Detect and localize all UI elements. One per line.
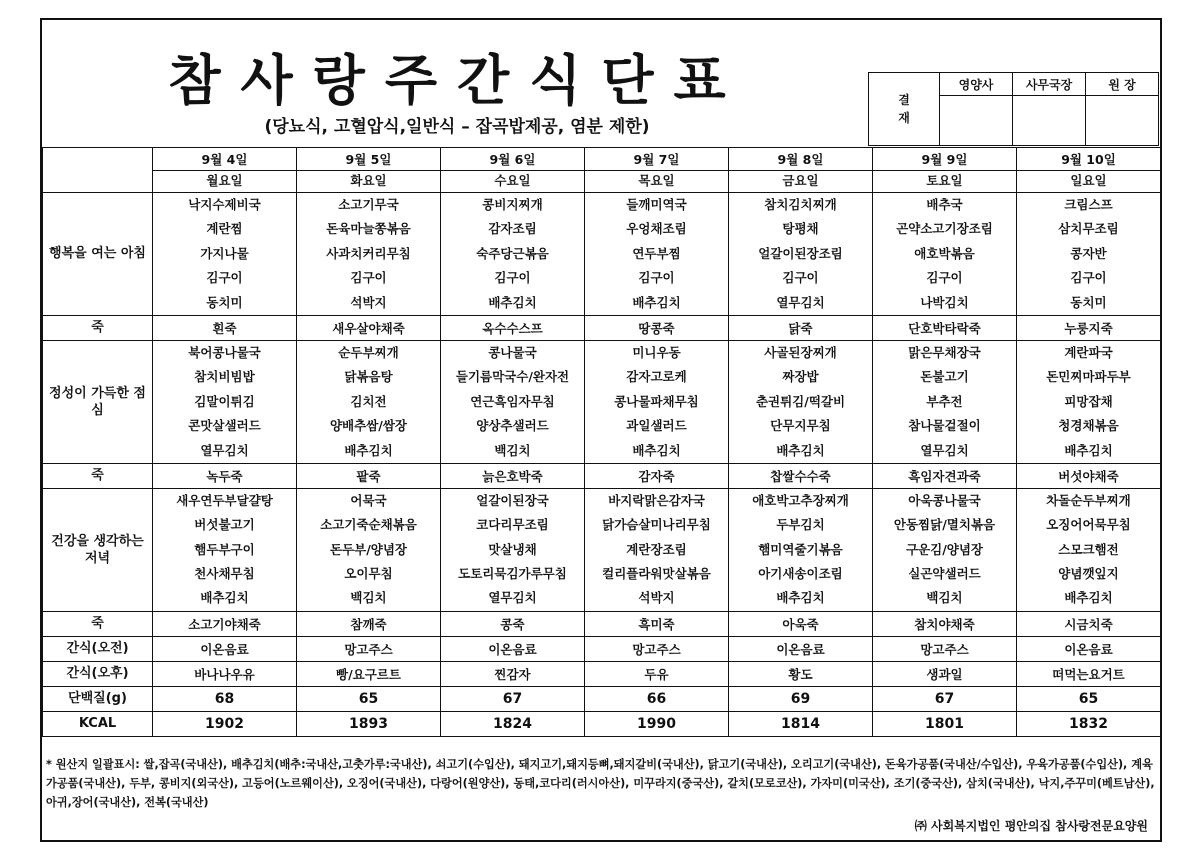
row-label: 건강을 생각하는 저녁 [43,488,153,611]
menu-cell: 이온음료 [1017,636,1161,661]
dish-item: 들기름막국수/완자전 [455,369,570,385]
meal-cell [1017,193,1161,316]
meal-cell [873,193,1017,316]
meal-cell [729,488,873,611]
dish-item: 열무김치 [920,442,969,458]
dish-item: 애호박고추장찌개 [752,492,849,508]
dish-item: 콩비지찌개 [482,197,543,212]
dish-item: 돈민찌마파두부 [1046,369,1131,385]
menu-cell: 흰죽 [153,315,297,340]
dish-item: 김구이 [926,270,963,286]
dish-item: 돈불고기 [920,369,969,385]
menu-cell: 이온음료 [729,636,873,661]
dish-item: 양념깻잎지 [1058,566,1119,582]
menu-cell: 소고기야채죽 [153,611,297,636]
meal-cell [441,340,585,463]
dish-item: 코다리무조림 [476,517,549,533]
menu-cell: 누룽지죽 [1017,315,1161,340]
dish-item: 피망잡채 [1064,393,1113,409]
menu-cell: 콩죽 [441,611,585,636]
dish-item: 맑은무채장국 [908,344,981,360]
dish-item: 배추김치 [776,442,825,458]
menu-cell: 두유 [585,661,729,686]
row-label: 단백질(g) [43,686,153,711]
dish-item: 동치미 [1070,294,1107,310]
dish-item: 배추김치 [632,294,681,310]
dish-item: 삼치무조림 [1058,221,1119,237]
dish-item: 배추김치 [1064,590,1113,606]
dish-item: 햄두부구이 [194,541,255,557]
day-weekday: 수요일 [441,170,584,191]
menu-cell: 버섯야채죽 [1017,463,1161,488]
day-header [585,148,729,193]
day-header [441,148,585,193]
dish-item: 백김치 [926,590,963,606]
value-cell: 65 [297,686,441,711]
dish-item: 사골된장찌개 [764,344,837,360]
dish-item: 참치김치찌개 [764,197,837,212]
menu-cell: 새우살야채죽 [297,315,441,340]
day-date: 9월 7일 [633,151,680,167]
row-porridge1 [43,315,1161,340]
dish-item: 부추전 [926,393,963,409]
row-porridge2 [43,463,1161,488]
dish-item: 열무김치 [776,294,825,310]
dish-item: 아욱콩나물국 [908,492,981,508]
menu-cell: 망고주스 [873,636,1017,661]
dish-item: 도토리묵김가루무침 [458,566,567,582]
signature-box[interactable] [1086,96,1159,146]
dish-item: 양배추쌈/쌈장 [329,418,408,434]
menu-cell: 녹두죽 [153,463,297,488]
menu-cell: 찐감자 [441,661,585,686]
dish-item: 김치전 [350,393,387,409]
meal-cell [441,488,585,611]
dish-item: 백김치 [494,442,531,458]
row-label: 간식(오전) [43,636,153,661]
day-weekday: 일요일 [1017,170,1160,191]
meal-cell [873,340,1017,463]
dish-item: 계란장조림 [626,541,687,557]
signature-box[interactable] [1013,96,1086,146]
meal-cell [729,193,873,316]
menu-cell: 흑미죽 [585,611,729,636]
dish-item: 배추김치 [632,442,681,458]
menu-cell: 찹쌀수수죽 [729,463,873,488]
meal-cell [873,488,1017,611]
menu-cell: 황도 [729,661,873,686]
value-cell: 69 [729,686,873,711]
dish-item: 순두부찌개 [338,344,399,360]
dish-item: 돈두부/양념장 [329,541,408,557]
dish-item: 김구이 [782,270,819,286]
dish-item: 컬리플라워맛살볶음 [602,566,711,582]
row-breakfast [43,193,1161,316]
value-cell: 65 [1017,686,1161,711]
meal-cell [297,488,441,611]
dish-item: 실곤약샐러드 [908,566,981,582]
menu-cell: 참치야채죽 [873,611,1017,636]
dish-item: 배추김치 [200,590,249,606]
dish-item: 연근흑임자무침 [470,393,555,409]
menu-cell: 옥수수스프 [441,315,585,340]
value-cell: 1832 [1017,711,1161,736]
menu-cell: 시금치죽 [1017,611,1161,636]
day-header [1017,148,1161,193]
page-subtitle: (당뇨식, 고혈압식,일반식 – 잡곡밥제공, 염분 제한) [264,117,650,137]
dish-item: 오징어어묵무침 [1046,517,1131,533]
day-header [153,148,297,193]
dish-item: 크림스프 [1064,197,1113,212]
dish-item: 오이무침 [344,566,393,582]
dish-item: 어묵국 [350,492,387,508]
dish-item: 김구이 [638,270,675,286]
dish-item: 숙주당근볶음 [476,245,549,261]
dish-item: 감자고로케 [626,369,687,385]
menu-cell: 팥죽 [297,463,441,488]
dish-item: 콩나물파채무침 [614,393,699,409]
day-date: 9월 8일 [777,151,824,167]
row-label: 행복을 여는 아침 [43,193,153,316]
meal-cell [297,193,441,316]
dish-item: 김구이 [494,270,531,286]
menu-sheet [40,18,1162,842]
day-weekday: 목요일 [585,170,728,191]
corner-cell [43,148,153,193]
menu-cell: 아욱죽 [729,611,873,636]
row-lunch [43,340,1161,463]
dish-item: 양상추샐러드 [476,418,549,434]
approval-box [868,72,1159,146]
menu-cell: 망고주스 [297,636,441,661]
day-weekday: 금요일 [729,170,872,191]
dish-item: 콩자반 [1070,245,1107,261]
row-label: KCAL [43,711,153,736]
row-label: 정성이 가득한 점심 [43,340,153,463]
dish-item: 우엉채조림 [626,221,687,237]
row-snack_pm [43,661,1161,686]
dish-item: 햄미역줄기볶음 [758,541,843,557]
dish-item: 단무지무침 [770,418,831,434]
value-cell: 1824 [441,711,585,736]
day-date: 9월 10일 [1061,151,1116,167]
dish-item: 김구이 [1070,270,1107,286]
dish-item: 계란찜 [206,221,243,237]
origin-note: * 원산지 일괄표시: 쌀,잡곡(국내산), 배추김치(배추:국내산,고춧가루:국내산), 쇠고기(수입산), 돼지고기,돼지등뼈,돼지갈비(국내산), 닭고기(국내산), 오리고기(국내산), 돈육가공품(국내산/수입산), 우육가공품(수입산), 계육가공품(국내산), 두부, 콩비지(외국산), 고등어(노르웨이산), 오징어(국내산), 다랑어(원양산), 동태,코다리(러시아산), 미꾸라지(중국산), 갈치(모로코산), 가자미(미국산), 조기(중국산), 삼치(국내산), 낙지,주꾸미(베트남산), 아귀,장어(국내산), 전복(국내산) [46,758,1155,809]
dish-item: 사과치커리무침 [326,245,411,261]
dish-item: 천사채무침 [194,566,255,582]
dish-item: 감자조림 [488,221,537,237]
dish-item: 열무김치 [200,442,249,458]
menu-cell: 닭죽 [729,315,873,340]
dish-item: 두부김치 [776,517,825,533]
row-protein [43,686,1161,711]
meal-cell [585,488,729,611]
row-label: 죽 [43,315,153,340]
menu-cell: 흑임자견과죽 [873,463,1017,488]
approval-label: 결 재 [869,73,940,146]
dish-item: 연두부찜 [632,245,681,261]
day-header [297,148,441,193]
menu-cell: 땅콩죽 [585,315,729,340]
dish-item: 참치비빔밥 [194,369,255,385]
dish-item: 춘권튀김/떡갈비 [755,393,846,409]
menu-cell: 망고주스 [585,636,729,661]
dish-item: 배추김치 [488,294,537,310]
value-cell: 1893 [297,711,441,736]
dish-item: 얼갈이된장조림 [758,245,843,261]
value-cell: 68 [153,686,297,711]
meal-cell [441,193,585,316]
value-cell: 1814 [729,711,873,736]
day-date: 9월 4일 [201,151,248,167]
day-date: 9월 6일 [489,151,536,167]
dish-item: 소고기죽순채볶음 [320,517,417,533]
approval-role: 영양사 [940,73,1013,96]
dish-item: 아기새송이조림 [758,566,843,582]
dish-item: 애호박볶음 [914,245,975,261]
meal-cell [153,193,297,316]
value-cell: 1990 [585,711,729,736]
dish-item: 콩나물국 [488,344,537,360]
signature-box[interactable] [940,96,1013,146]
dish-item: 차돌순두부찌개 [1046,492,1131,508]
footer-institution: ㈜ 사회복지법인 평안의집 참사랑전문요양원 [914,819,1148,833]
value-cell: 67 [441,686,585,711]
row-snack_am [43,636,1161,661]
dish-item: 동치미 [206,294,243,310]
dish-item: 맛살냉채 [488,541,537,557]
dish-item: 배추김치 [776,590,825,606]
dish-item: 나박김치 [920,294,969,310]
menu-cell: 이온음료 [441,636,585,661]
dish-item: 돈육마늘쫑볶음 [326,221,411,237]
meal-cell [297,340,441,463]
meal-cell [153,340,297,463]
dish-item: 미니우동 [632,344,681,360]
meal-cell [1017,488,1161,611]
menu-cell: 바나나우유 [153,661,297,686]
meal-cell [585,340,729,463]
value-cell: 1902 [153,711,297,736]
dish-item: 열무김치 [488,590,537,606]
dish-item: 소고기무국 [338,197,399,212]
menu-cell: 빵/요구르트 [297,661,441,686]
day-date: 9월 9일 [921,151,968,167]
menu-cell: 이온음료 [153,636,297,661]
dish-item: 얼갈이된장국 [476,492,549,508]
dish-item: 짜장밥 [782,369,819,385]
day-date: 9월 5일 [345,151,392,167]
approval-role: 사무국장 [1013,73,1086,96]
menu-table [42,147,1161,737]
approval-role: 원 장 [1086,73,1159,96]
menu-cell: 참깨죽 [297,611,441,636]
value-cell: 66 [585,686,729,711]
row-label: 죽 [43,611,153,636]
dish-item: 석박지 [638,590,675,606]
dish-item: 청경채볶음 [1058,418,1119,434]
dish-item: 참나물겉절이 [908,418,981,434]
dish-item: 배추김치 [1064,442,1113,458]
day-header [729,148,873,193]
dish-item: 바지락맑은감자국 [608,492,705,508]
dish-item: 안동찜닭/멸치볶음 [893,517,996,533]
header [42,20,1160,148]
menu-cell: 단호박타락죽 [873,315,1017,340]
row-kcal [43,711,1161,736]
dish-item: 새우연두부달걀탕 [176,492,273,508]
meal-cell [729,340,873,463]
dish-item: 들깨미역국 [626,197,687,212]
dish-item: 김구이 [206,270,243,286]
day-header [873,148,1017,193]
menu-cell: 떠먹는요거트 [1017,661,1161,686]
dish-item: 계란파국 [1064,344,1113,360]
menu-cell: 감자죽 [585,463,729,488]
row-label: 간식(오후) [43,661,153,686]
dish-item: 탕평채 [782,221,819,237]
dish-item: 구운김/양념장 [905,541,984,557]
value-cell: 67 [873,686,1017,711]
meal-cell [1017,340,1161,463]
dish-item: 북어콩나물국 [188,344,261,360]
dish-item: 과일샐러드 [626,418,687,434]
dish-item: 배추국 [926,197,963,212]
dish-item: 낙지수제비국 [188,197,261,212]
day-header-row [43,148,1161,193]
menu-cell: 생과일 [873,661,1017,686]
row-dinner [43,488,1161,611]
dish-item: 석박지 [350,294,387,310]
dish-item: 닭볶음탕 [344,369,393,385]
meal-cell [153,488,297,611]
dish-item: 곤약소고기장조림 [896,221,993,237]
day-weekday: 화요일 [297,170,440,191]
dish-item: 버섯불고기 [194,517,255,533]
menu-cell: 늙은호박죽 [441,463,585,488]
row-label: 죽 [43,463,153,488]
row-porridge3 [43,611,1161,636]
dish-item: 배추김치 [344,442,393,458]
dish-item: 닭가슴살미나리무침 [602,517,711,533]
meal-cell [585,193,729,316]
dish-item: 김구이 [350,270,387,286]
dish-item: 백김치 [350,590,387,606]
day-weekday: 월요일 [153,170,296,191]
dish-item: 콘맛살샐러드 [188,418,261,434]
day-weekday: 토요일 [873,170,1016,191]
value-cell: 1801 [873,711,1017,736]
dish-item: 김말이튀김 [194,393,255,409]
dish-item: 가지나물 [200,245,249,261]
page-title: 참사랑주간식단표 [168,49,746,112]
dish-item: 스모크햄전 [1058,541,1119,557]
